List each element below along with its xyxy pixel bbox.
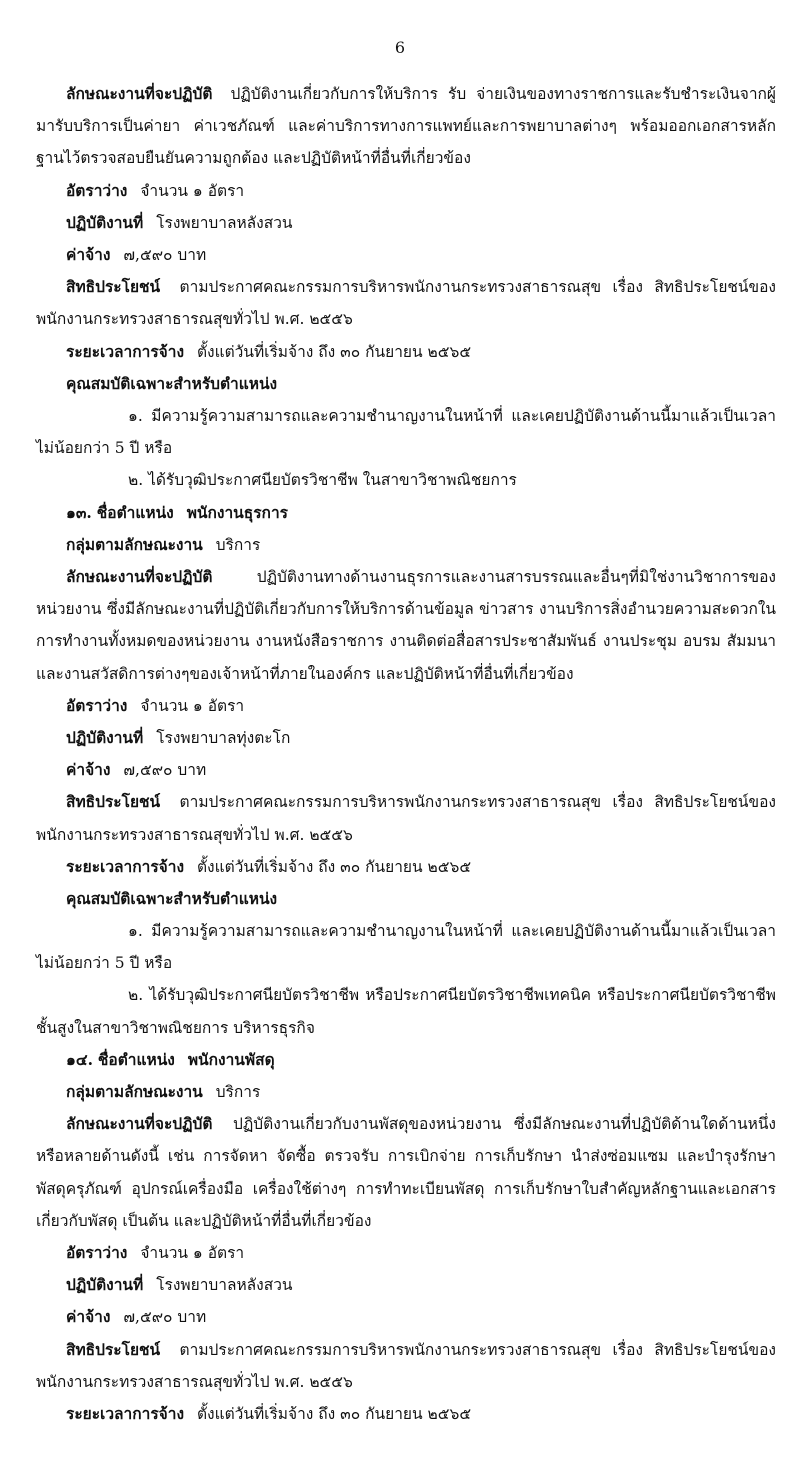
position-number: ๑๓. (66, 502, 92, 522)
position-text: พนักงานธุรการ (186, 502, 288, 522)
wage-line (36, 1301, 776, 1333)
workplace-text: โรงพยาบาลหลังสวน (156, 213, 293, 232)
wage-label: ค่าจ้าง (66, 1307, 111, 1327)
workplace-label: ปฏิบัติงานที่ (66, 1275, 144, 1295)
vacancy-line (36, 1237, 776, 1269)
wage-line (36, 239, 776, 271)
duties-paragraph (36, 1108, 776, 1237)
wage-label: ค่าจ้าง (66, 244, 111, 264)
duties-label: ลักษณะงานที่จะปฏิบัติ (66, 84, 213, 103)
benefits-paragraph (36, 1334, 776, 1398)
page-number: 6 (394, 38, 406, 57)
wage-text: ๗,๕๙๐ บาท (123, 761, 207, 780)
position-number: ๑๔. (66, 1049, 93, 1069)
benefits-paragraph (36, 786, 776, 850)
duties-paragraph (36, 78, 776, 175)
job-group-label: กลุ่มตามลักษณะงาน (66, 534, 203, 554)
job-group-line (36, 529, 776, 561)
workplace-line (36, 722, 776, 754)
workplace-text: โรงพยาบาลทุ่งตะโก (156, 728, 291, 747)
period-label: ระยะเวลาการจ้าง (66, 856, 185, 876)
workplace-label: ปฏิบัติงานที่ (66, 727, 144, 747)
position-heading (36, 1044, 776, 1076)
workplace-line (36, 1269, 776, 1301)
benefits-text: ตามประกาศคณะกรรมการบริหารพนักงานกระทรวงสาธารณสุข เรื่อง สิทธิประโยชน์ของพนักงานกระทรวงสาธารณสุขทั่วไป พ.ศ. ๒๕๕๖ (36, 1340, 776, 1391)
document-body (36, 78, 776, 1430)
wage-label: ค่าจ้าง (66, 760, 111, 780)
qualifications-heading: คุณสมบัติเฉพาะสำหรับตำแหน่ง (66, 888, 278, 908)
benefits-text: ตามประกาศคณะกรรมการบริหารพนักงานกระทรวงสาธารณสุข เรื่อง สิทธิประโยชน์ของพนักงานกระทรวงสาธารณสุขทั่วไป พ.ศ. ๒๕๕๖ (36, 793, 776, 844)
duties-label: ลักษณะงานที่จะปฏิบัติ (66, 1114, 213, 1134)
period-label: ระยะเวลาการจ้าง (66, 1404, 185, 1424)
vacancy-line (36, 690, 776, 722)
period-line (36, 1398, 776, 1430)
vacancy-line (36, 175, 776, 207)
job-group-text: บริการ (215, 1083, 261, 1102)
qualification-item: ๑. มีความรู้ความสามารถและความชำนาญงานในหน้าที่ และเคยปฏิบัติงานด้านนี้มาแล้วเป็นเวลาไม่น้อยกว่า 5 ปี หรือ (36, 406, 776, 458)
wage-text: ๗,๕๙๐ บาท (123, 245, 207, 264)
job-group-text: บริการ (215, 535, 261, 554)
qualifications-heading: คุณสมบัติเฉพาะสำหรับตำแหน่ง (66, 373, 278, 393)
vacancy-text: จำนวน ๑ อัตรา (140, 1244, 245, 1263)
period-line (36, 851, 776, 883)
period-text: ตั้งแต่วันที่เริ่มจ้าง ถึง ๓๐ กันยายน ๒๕๖๕ (196, 342, 472, 361)
workplace-text: โรงพยาบาลหลังสวน (156, 1276, 293, 1295)
position-label: ชื่อตำแหน่ง (97, 1049, 175, 1069)
benefits-label: สิทธิประโยชน์ (66, 792, 161, 812)
position-label: ชื่อตำแหน่ง (96, 502, 174, 522)
duties-text: ปฏิบัติงานเกี่ยวกับงานพัสดุของหน่วยงาน ซึ่งมีลักษณะงานที่ปฏิบัติด้านใดด้านหนึ่งหรือหลายด้านดังนี้ เช่น การจัดหา จัดซื้อ ตรวจรับ การเบิกจ่าย การเก็บรักษา นำส่งซ่อมแซม และบำรุงรักษา พัสดุครุภัณฑ์ อุปกรณ์เครื่องมือ เครื่องใช้ต่างๆ การทำทะเบียนพัสดุ การเก็บรักษาใบสำคัญหลักฐานและเอกสารเกี่ยวกับพัสดุ เป็นต้น และปฏิบัติหน้าที่อื่นที่เกี่ยวข้อง (36, 1115, 776, 1230)
vacancy-label: อัตราว่าง (66, 180, 128, 200)
benefits-text: ตามประกาศคณะกรรมการบริหารพนักงานกระทรวงสาธารณสุข เรื่อง สิทธิประโยชน์ของพนักงานกระทรวงสาธารณสุขทั่วไป พ.ศ. ๒๕๕๖ (36, 278, 776, 329)
qualification-item: ๒. ได้รับวุฒิประกาศนียบัตรวิชาชีพ หรือประกาศนียบัตรวิชาชีพเทคนิค หรือประกาศนียบัตรวิชาชีพชั้นสูงในสาขาวิชาพณิชยการ บริหารธุรกิจ (36, 986, 776, 1037)
workplace-label: ปฏิบัติงานที่ (66, 212, 144, 232)
vacancy-text: จำนวน ๑ อัตรา (140, 696, 245, 715)
duties-label: ลักษณะงานที่จะปฏิบัติ (66, 566, 213, 586)
workplace-line (36, 207, 776, 239)
period-label: ระยะเวลาการจ้าง (66, 341, 185, 361)
vacancy-label: อัตราว่าง (66, 695, 128, 715)
period-line (36, 336, 776, 368)
period-text: ตั้งแต่วันที่เริ่มจ้าง ถึง ๓๐ กันยายน ๒๕๖๕ (196, 857, 472, 876)
duties-text: ปฏิบัติงานทางด้านงานธุรการและงานสารบรรณและอื่นๆที่มิใช่งานวิชาการของหน่วยงาน ซึ่งมีลักษณะงานที่ปฏิบัติเกี่ยวกับการให้บริการด้านข้อมูล ข่าวสาร งานบริการสิ่งอำนวยความสะดวกในการทำงานทั้งหมดของหน่วยงาน งานหนังสือราชการ งานติดต่อสื่อสารประชาสัมพันธ์ งานประชุม อบรม สัมมนา และงานสวัสดิการต่างๆของเจ้าหน้าที่ภายในองค์กร และปฏิบัติหน้าที่อื่นที่เกี่ยวข้อง (36, 567, 776, 683)
duties-paragraph (36, 561, 776, 690)
vacancy-text: จำนวน ๑ อัตรา (140, 181, 245, 200)
period-text: ตั้งแต่วันที่เริ่มจ้าง ถึง ๓๐ กันยายน ๒๕๖๕ (196, 1405, 472, 1424)
position-text: พนักงานพัสดุ (187, 1049, 275, 1069)
position-heading (36, 497, 776, 529)
benefits-label: สิทธิประโยชน์ (66, 1339, 161, 1359)
wage-text: ๗,๕๙๐ บาท (123, 1308, 207, 1327)
benefits-label: สิทธิประโยชน์ (66, 277, 161, 297)
wage-line (36, 754, 776, 786)
benefits-paragraph (36, 271, 776, 335)
job-group-label: กลุ่มตามลักษณะงาน (66, 1082, 203, 1102)
vacancy-label: อัตราว่าง (66, 1243, 128, 1263)
qualification-item: ๑. มีความรู้ความสามารถและความชำนาญงานในหน้าที่ และเคยปฏิบัติงานด้านนี้มาแล้วเป็นเวลาไม่น้อยกว่า 5 ปี หรือ (36, 922, 776, 973)
duties-text: ปฏิบัติงานเกี่ยวกับการให้บริการ รับ จ่ายเงินของทางราชการและรับชำระเงินจากผู้มารับบริการเป็นค่ายา ค่าเวชภัณฑ์ และค่าบริการทางการแพทย์และการพยาบาลต่างๆ พร้อมออกเอกสารหลักฐานไว้ตรวจสอบยืนยันความถูกต้อง และปฏิบัติหน้าที่อื่นที่เกี่ยวข้อง (36, 85, 776, 168)
qualification-item: ๒. ได้รับวุฒิประกาศนียบัตรวิชาชีพ ในสาขาวิชาพณิชยการ (128, 471, 517, 490)
job-group-line (36, 1076, 776, 1108)
